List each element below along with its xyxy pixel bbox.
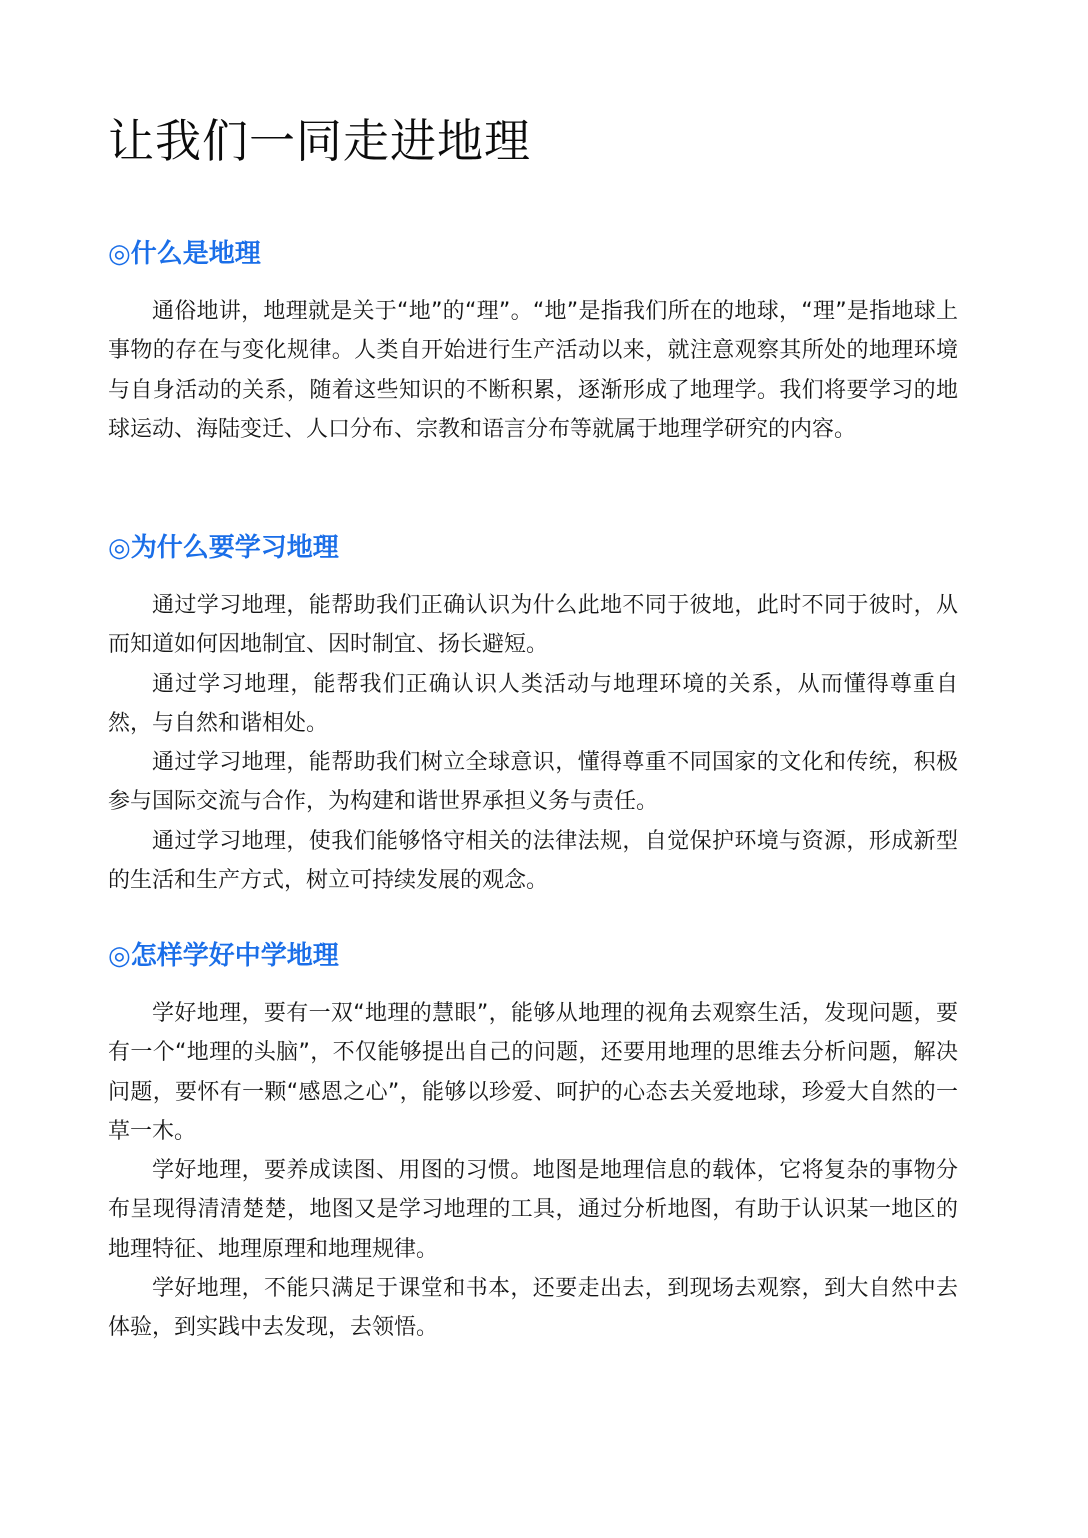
paragraph: 通过学习地理，能帮助我们树立全球意识，懂得尊重不同国家的文化和传统，积极参与国际交流与合作，为构建和谐世界承担义务与责任。: [108, 750, 958, 815]
section-heading-text: 为什么要学习地理: [130, 533, 339, 563]
section-heading: [108, 234, 958, 274]
paragraph: 学好地理，要有一双“地理的慧眼”，能够从地理的视角去观察生活，发现问题，要有一个“地理的头脑”，不仅能够提出自己的问题，还要用地理的思维去分析问题，解决问题，要怀有一颗“感恩之心”，能够以珍爱、呵护的心态去关爱地球，珍爱大自然的一草一木。: [108, 1001, 958, 1144]
paragraph: 通过学习地理，使我们能够恪守相关的法律法规，自觉保护环境与资源，形成新型的生活和生产方式，树立可持续发展的观念。: [108, 828, 958, 894]
section-heading-text: 什么是地理: [130, 239, 261, 269]
paragraph: 通过学习地理，能帮助我们正确认识为什么此地不同于彼地，此时不同于彼时，从而知道如何因地制宜、因时制宜、扬长避短。: [108, 593, 958, 658]
section-what-is-geography: [108, 234, 958, 449]
paragraph: 学好地理，不能只满足于课堂和书本，还要走出去，到现场去观察，到大自然中去体验，到实践中去发现，去领悟。: [108, 1276, 958, 1341]
paragraph: 通俗地讲，地理就是关于“地”的“理”。“地”是指我们所在的地球，“理”是指地球上事物的存在与变化规律。人类自开始进行生产活动以来，就注意观察其所处的地理环境与自身活动的关系，随着这些知识的不断积累，逐渐形成了地理学。我们将要学习的地球运动、海陆变迁、人口分布、宗教和语言分布等就属于地理学研究的内容。: [108, 299, 958, 442]
page-title: 让我们一同走进地理: [108, 114, 531, 168]
paragraph: 学好地理，要养成读图、用图的习惯。地图是地理信息的载体，它将复杂的事物分布呈现得清清楚楚，地图又是学习地理的工具，通过分析地图，有助于认识某一地区的地理特征、地理原理和地理规律。: [108, 1158, 958, 1262]
section-how-to-learn-geography: [108, 936, 958, 1348]
section-heading: [108, 528, 958, 568]
circle-bullet-icon: ◎: [108, 941, 131, 971]
circle-bullet-icon: ◎: [108, 239, 131, 269]
section-heading: [108, 936, 958, 976]
section-why-learn-geography: [108, 528, 958, 900]
section-heading-text: 怎样学好中学地理: [130, 941, 339, 971]
circle-bullet-icon: ◎: [108, 533, 131, 563]
paragraph: 通过学习地理，能帮我们正确认识人类活动与地理环境的关系，从而懂得尊重自然，与自然和谐相处。: [108, 671, 958, 736]
